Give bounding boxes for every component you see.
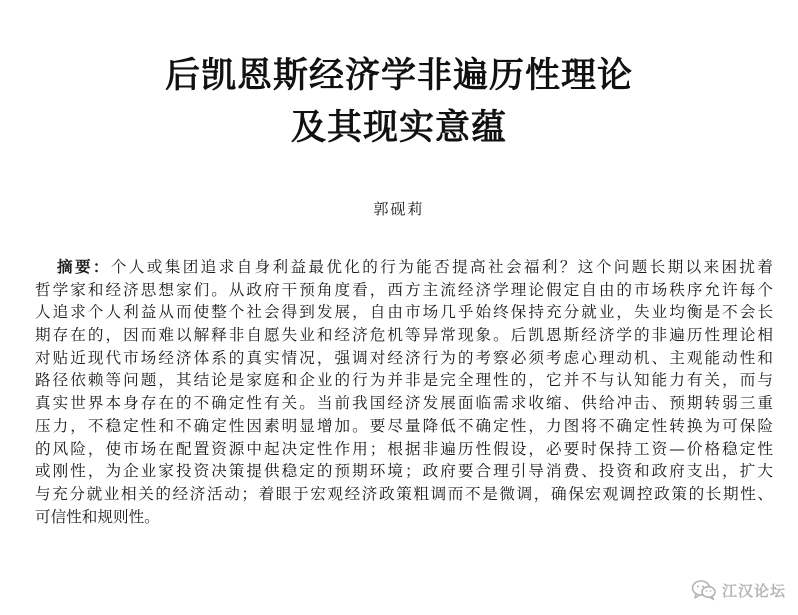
wechat-icon [691, 579, 717, 601]
watermark-text: 江汉论坛 [721, 581, 786, 600]
abstract-line: 的风险，使市场在配置资源中起决定性作用；根据非遍历性假设，必要时保持工资—价格稳定性 [35, 439, 773, 458]
abstract-line: 与充分就业相关的经济活动；着眼于宏观经济政策粗调而不是微调，确保宏观调控政策的长期性、 [35, 484, 773, 503]
abstract-line: 真实世界本身存在的不确定性有关。当前我国经济发展面临需求收缩、供给冲击、预期转弱三重 [35, 394, 773, 413]
abstract-line: 人追求个人利益从而使整个社会得到发展，自由市场几乎始终保持充分就业，失业均衡是不会长 [35, 303, 773, 322]
abstract [35, 256, 773, 528]
paper-title-line-1: 后凯恩斯经济学非遍历性理论 [164, 55, 633, 96]
abstract-line: 路径依赖等问题，其结论是家庭和企业的行为并非是完全理性的，它并不与认知能力有关，而与 [35, 371, 773, 390]
abstract-line: 对贴近现代市场经济体系的真实情况，强调对经济行为的考察必须考虑心理动机、主观能动性和 [35, 348, 773, 367]
abstract-line: 期存在的，因而难以解释非自愿失业和经济危机等异常现象。后凯恩斯经济学的非遍历性理论相 [35, 326, 773, 345]
abstract-label: 摘要： [57, 258, 111, 276]
paper-title-line-2: 及其现实意蕴 [290, 107, 507, 148]
abstract-line: 压力，不稳定性和不确定性因素明显增加。要尽量降低不确定性，力图将不确定性转换为可保险 [35, 416, 773, 435]
watermark [691, 579, 786, 601]
abstract-line [35, 256, 773, 279]
abstract-line: 或刚性，为企业家投资决策提供稳定的预期环境；政府要合理引导消费、投资和政府支出，扩大 [35, 462, 773, 481]
author-name: 郭砚莉 [373, 200, 425, 218]
abstract-line: 哲学家和经济思想家们。从政府干预角度看，西方主流经济学理论假定自由的市场秩序允许每个 [35, 280, 773, 299]
abstract-line: 可信性和规则性。 [35, 507, 160, 526]
abstract-line-text: 个人或集团追求自身利益最优化的行为能否提高社会福利？这个问题长期以来困扰着 [110, 258, 773, 276]
